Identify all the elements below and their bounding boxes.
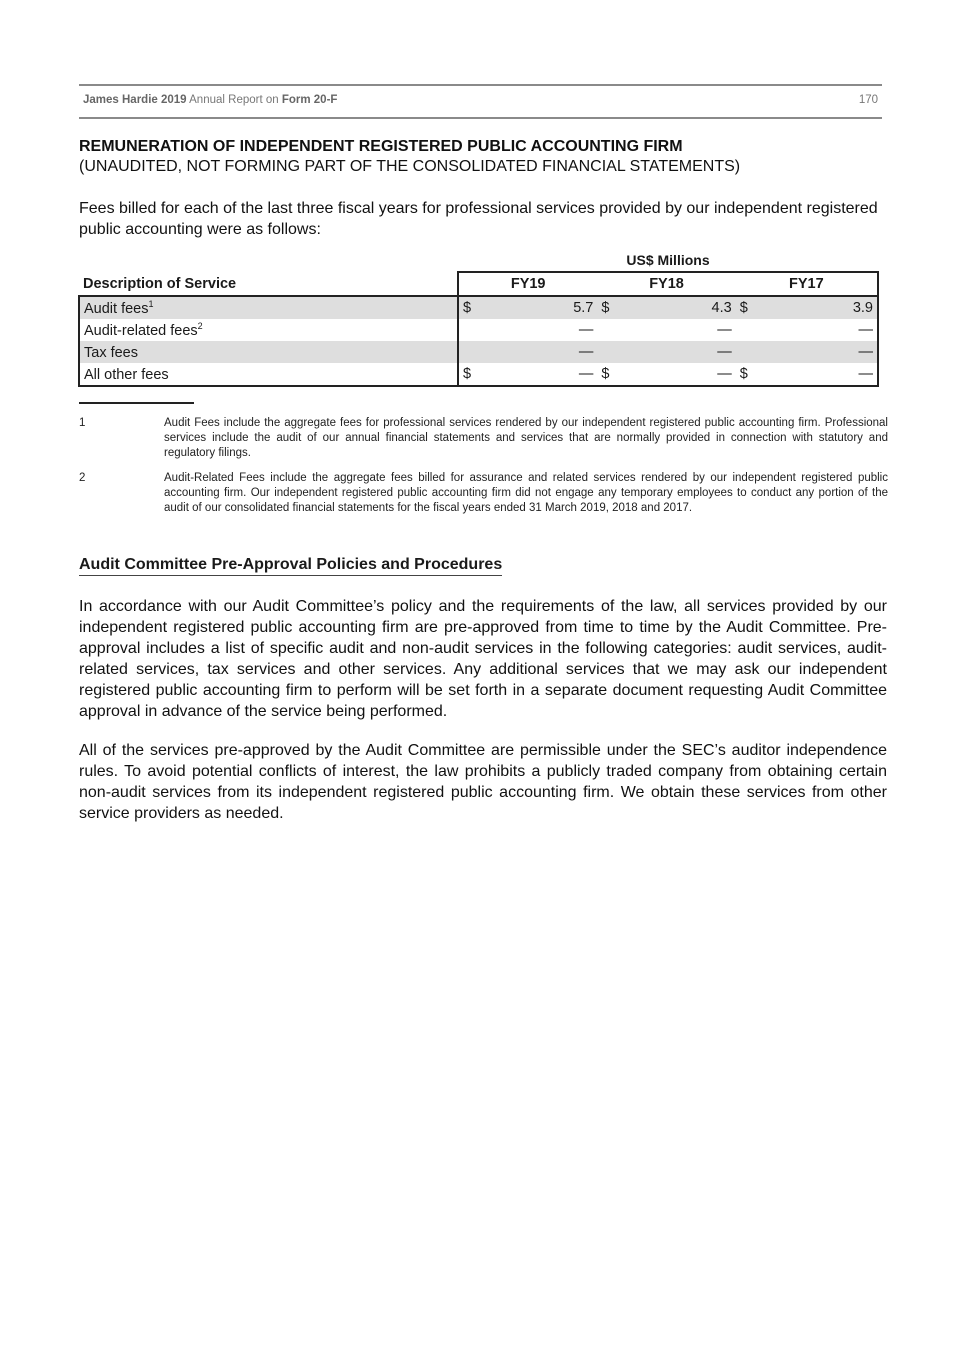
page-number: 170 [858,94,878,106]
cell-fy17: — [764,363,878,386]
currency-symbol [736,319,764,341]
units-label: US$ Millions [626,252,710,268]
table-header-row [79,272,878,296]
footnote-ref: 1 [148,299,154,310]
currency-symbol [736,341,764,363]
currency-symbol: $ [458,363,487,386]
row-label: All other fees [79,363,458,386]
footnote-text: Audit-Related Fees include the aggregate fees billed for assurance and related services rendered by our independent registered public accounting firm. Our independent registered public accounting firm did not engage any temporary employees to conduct any portion of the audit of our consolidated financial statements for the fiscal years ended 31 March 2019, 2018 and 2017. [164,472,888,514]
table-row [79,319,878,341]
table-row [79,363,878,386]
footnote-ref: 2 [197,321,203,332]
page-header [79,84,882,119]
cell-fy19: — [487,363,597,386]
currency-symbol [458,341,487,363]
currency-symbol: $ [458,296,487,319]
column-header-fy17: FY17 [736,272,878,296]
body-paragraph: All of the services pre-approved by the Audit Committee are permissible under the SEC’s auditor independence rules. To avoid potential conflicts of interest, the law prohibits a publicly traded company from obtaining certain non-audit services from its independent registered public accounting firm. We obtain these services from other service providers as needed. [79,742,887,822]
cell-fy18: — [625,341,735,363]
intro-paragraph: Fees billed for each of the last three fiscal years for professional services provided by our independent registered public accounting were as follows: [79,200,878,238]
row-label: Audit-related fees$^2$ [79,319,458,341]
row-label: Tax fees [79,341,458,363]
body-paragraph: In accordance with our Audit Committee’s policy and the requirements of the law, all services provided by our independent registered public accounting firm are pre-approved from time to time by the Audit Committee. Pre-approval includes a list of specific audit and non-audit services in the following categories: audit services, audit-related services, tax services and other services. Any additional services that we may ask our independent registered public accounting firm to perform will be set forth in a separate document requesting Audit Committee approval in advance of the service being performed. [79,598,887,720]
column-header-description: Description of Service [83,275,237,292]
cell-fy18: — [625,363,735,386]
header-report-title [83,94,337,106]
footnote-number: 1 [79,417,86,429]
cell-fy17: 3.9 [764,296,878,319]
cell-fy17: — [764,341,878,363]
cell-fy17: — [764,319,878,341]
footnote-divider [79,402,194,404]
header-report-mid: Annual Report on [186,94,282,106]
cell-fy19: — [578,322,594,338]
currency-symbol [458,319,487,341]
cell-fy18: — [717,322,732,338]
fees-table [78,271,879,387]
table-row [79,341,878,363]
currency-symbol: $ [736,363,764,386]
currency-symbol: $ [597,296,625,319]
currency-symbol: $ [597,363,625,386]
currency-symbol [597,319,625,341]
footnote-number: 2 [79,472,86,484]
currency-symbol [597,341,625,363]
page-title: REMUNERATION OF INDEPENDENT REGISTERED PUBLIC ACCOUNTING FIRM [79,138,683,155]
cell-fy19: — [487,341,597,363]
footnote-text: Audit Fees include the aggregate fees for professional services rendered by our independent registered public accounting firm. Professional services include the audit of our annual financial statements and services that are normally provided in connection with statutory and regulatory filings. [164,417,888,459]
column-header-fy19: FY19 [458,272,597,296]
cell-fy18: 4.3 [625,296,735,319]
header-company: James Hardie 2019 [83,94,187,106]
header-form: Form 20-F [281,94,338,106]
section-heading: Audit Committee Pre-Approval Policies and Procedures [79,556,502,576]
row-label: Audit fees$^1$ [79,296,458,319]
table-row [79,296,878,319]
cell-fy19: 5.7 [487,296,597,319]
currency-symbol: $ [736,296,764,319]
page-subtitle: (UNAUDITED, NOT FORMING PART OF THE CONSOLIDATED FINANCIAL STATEMENTS) [79,158,741,175]
column-header-fy18: FY18 [597,272,735,296]
